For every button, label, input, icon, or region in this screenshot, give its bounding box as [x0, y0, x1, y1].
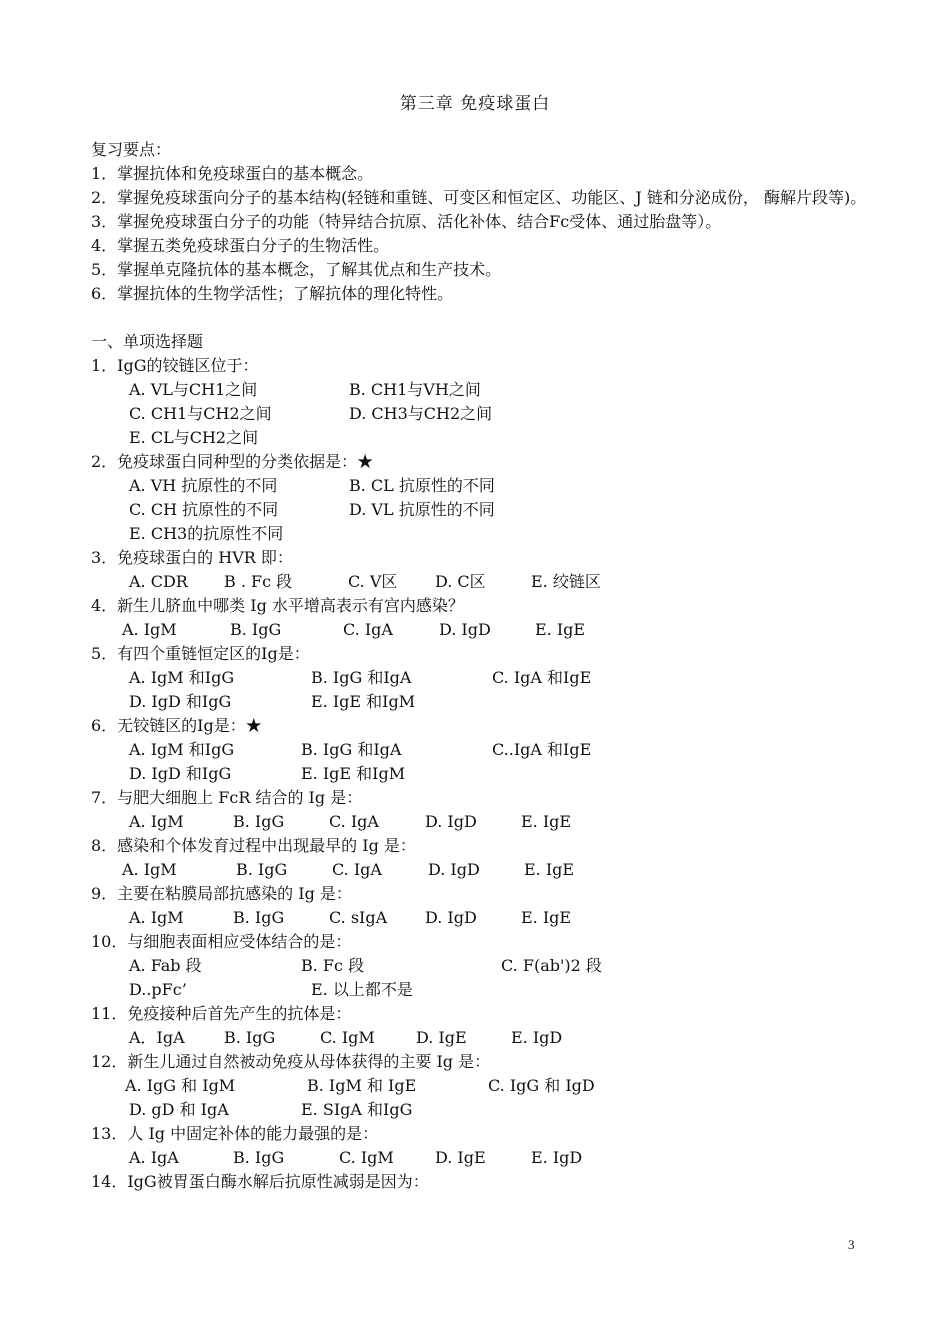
option: A. VH 抗原性的不同: [129, 476, 278, 495]
option-row: [91, 378, 871, 402]
option: C. IgM: [339, 1148, 394, 1167]
option-row: [91, 618, 871, 642]
option: E. SIgA 和IgG: [301, 1100, 413, 1119]
question-text: 13．人 Ig 中固定补体的能力最强的是：: [91, 1124, 379, 1143]
option: E. IgE: [521, 812, 572, 831]
option: A. Fab 段: [129, 956, 202, 975]
option: A. IgG 和 IgM: [125, 1076, 236, 1095]
option-row: [91, 858, 871, 882]
question-text: 9．主要在粘膜局部抗感染的 Ig 是：: [91, 884, 352, 903]
option: C..IgA 和IgE: [492, 740, 592, 759]
option-row: [91, 954, 871, 978]
option: E. IgD: [531, 1148, 583, 1167]
option: C. V区: [348, 572, 398, 591]
option: B. IgG: [233, 908, 285, 927]
option: A. IgA: [129, 1148, 179, 1167]
option: C. IgA: [332, 860, 382, 879]
option: C. IgA: [329, 812, 379, 831]
option: E. IgE: [524, 860, 575, 879]
option: C. CH1与CH2之间: [129, 404, 272, 423]
option: B. Fc 段: [301, 956, 365, 975]
question-text: 8．感染和个体发育过程中出现最早的 Ig 是：: [91, 836, 416, 855]
review-item: 5．掌握单克隆抗体的基本概念，了解其优点和生产技术。: [91, 260, 502, 279]
option: B. CL 抗原性的不同: [349, 476, 495, 495]
option: D. gD 和 IgA: [129, 1100, 229, 1119]
chapter-title: 第三章 免疫球蛋白: [399, 94, 551, 114]
question-text: 3．免疫球蛋白的 HVR 即：: [91, 548, 293, 567]
option: E. IgE 和IgM: [311, 692, 416, 711]
question-text: 10．与细胞表面相应受体结合的是：: [91, 932, 352, 951]
option: E. IgE: [521, 908, 572, 927]
spacer: [91, 306, 871, 330]
option: B. IgG: [233, 812, 285, 831]
question-text: 12．新生儿通过自然被动免疫从母体获得的主要 Ig 是：: [91, 1052, 491, 1071]
option: C. CH 抗原性的不同: [129, 500, 279, 519]
option: E. CL与CH2之间: [129, 428, 259, 447]
option: D..pFc’: [129, 980, 187, 999]
option-row: [91, 690, 871, 714]
option: E. 以上都不是: [311, 980, 413, 999]
option: A. CDR: [129, 572, 188, 591]
review-item: 1．掌握抗体和免疫球蛋白的基本概念。: [91, 164, 374, 183]
option: C. IgM: [320, 1028, 375, 1047]
option-row: [91, 570, 871, 594]
option-row: [91, 978, 871, 1002]
option: A. IgM: [129, 908, 184, 927]
option: A. VL与CH1之间: [129, 380, 258, 399]
option-row: [91, 402, 871, 426]
option: B. IgG: [224, 1028, 276, 1047]
option: D. IgD: [425, 908, 477, 927]
question-text: 5．有四个重链恒定区的Ig是：: [91, 644, 310, 663]
review-item: 3．掌握免疫球蛋白分子的功能（特异结合抗原、活化补体、结合Fc受体、通过胎盘等）。: [91, 212, 722, 231]
option-row: [91, 1098, 871, 1122]
option: C. sIgA: [329, 908, 388, 927]
option: E. IgE 和IgM: [301, 764, 406, 783]
option: D. IgD 和IgG: [129, 692, 232, 711]
option: B. IgG 和IgA: [301, 740, 402, 759]
option: B. IgM 和 IgE: [307, 1076, 417, 1095]
option: A. IgM: [129, 812, 184, 831]
option: B. IgG 和IgA: [311, 668, 412, 687]
option: B. IgG: [233, 1148, 285, 1167]
option-row: [91, 498, 871, 522]
option: D. CH3与CH2之间: [349, 404, 493, 423]
page-number: 3: [848, 1237, 855, 1252]
option: D. IgE: [435, 1148, 486, 1167]
option: D. IgD: [428, 860, 480, 879]
option-row: [91, 810, 871, 834]
option-row: [91, 474, 871, 498]
option: E. IgE: [535, 620, 586, 639]
question-text: 1．IgG的铰链区位于：: [91, 356, 259, 375]
option: C. IgG 和 IgD: [488, 1076, 595, 1095]
option-row: [91, 666, 871, 690]
option: A. IgM: [122, 860, 177, 879]
option: B. IgG: [236, 860, 288, 879]
question-text: 2．免疫球蛋白同种型的分类依据是：★: [91, 452, 374, 471]
option: B . Fc 段: [224, 572, 293, 591]
option: E. 绞链区: [531, 572, 601, 591]
option: C. IgA 和IgE: [492, 668, 592, 687]
review-heading: 复习要点：: [91, 140, 172, 159]
option: D. IgD: [439, 620, 491, 639]
question-text: 7．与肥大细胞上 FcR 结合的 Ig 是：: [91, 788, 363, 807]
option: D. C区: [435, 572, 486, 591]
option: A. IgM: [122, 620, 177, 639]
option: D. IgE: [416, 1028, 467, 1047]
section-heading: 一、单项选择题: [91, 332, 204, 351]
question-text: 4．新生儿脐血中哪类 Ig 水平增高表示有宫内感染？: [91, 596, 464, 615]
review-item: 2．掌握免疫球蛋向分子的基本结构(轻链和重链、可变区和恒定区、功能区、J 链和分泌成份， 酶解片段等)。: [91, 188, 867, 207]
option: E. CH3的抗原性不同: [129, 524, 284, 543]
option: C. IgA: [343, 620, 393, 639]
option-row: [91, 426, 871, 450]
review-item: 4．掌握五类免疫球蛋白分子的生物活性。: [91, 236, 390, 255]
question-text: 11．免疫接种后首先产生的抗体是：: [91, 1004, 352, 1023]
question-text: 14．IgG被胃蛋白酶水解后抗原性减弱是因为：: [91, 1172, 429, 1191]
option: D. VL 抗原性的不同: [349, 500, 495, 519]
option: E. IgD: [511, 1028, 563, 1047]
option-row: [91, 1074, 871, 1098]
option: A．IgA: [129, 1028, 185, 1047]
option-row: [91, 1026, 871, 1050]
option-row: [91, 906, 871, 930]
review-item: 6．掌握抗体的生物学活性；了解抗体的理化特性。: [91, 284, 454, 303]
document-body: [91, 138, 871, 1194]
option: A. IgM 和IgG: [129, 668, 235, 687]
option: B. IgG: [230, 620, 282, 639]
option: C. F(ab')2 段: [501, 956, 602, 975]
question-text: 6．无铰链区的Ig是：★: [91, 716, 262, 735]
option: D. IgD: [425, 812, 477, 831]
option-row: [91, 522, 871, 546]
option-row: [91, 762, 871, 786]
option-row: [91, 1146, 871, 1170]
option: B. CH1与VH之间: [349, 380, 481, 399]
option-row: [91, 738, 871, 762]
option: A. IgM 和IgG: [129, 740, 235, 759]
option: D. IgD 和IgG: [129, 764, 232, 783]
